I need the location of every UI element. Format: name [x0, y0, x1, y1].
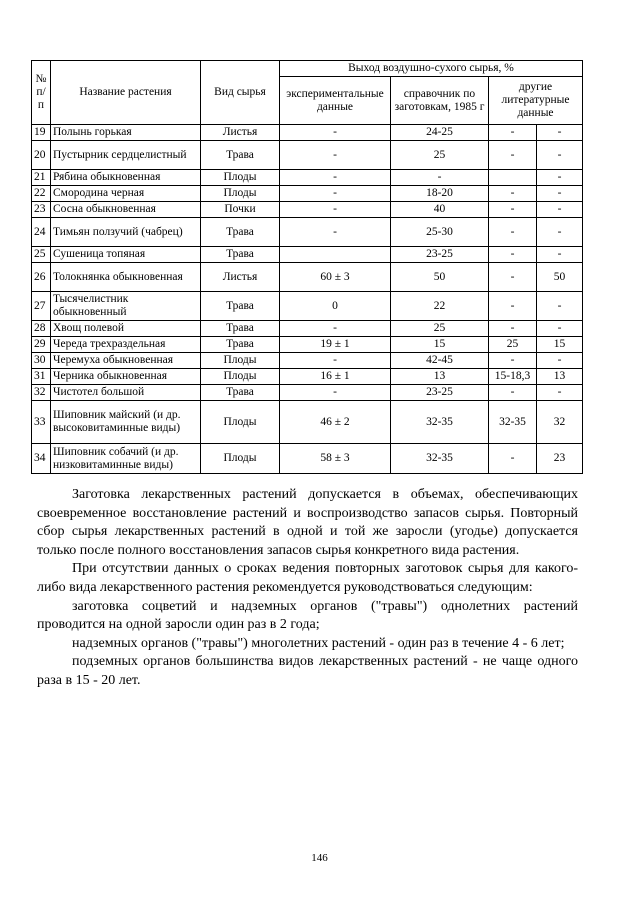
row-other-1: -	[489, 444, 537, 474]
table-row	[32, 353, 583, 369]
table-row	[32, 247, 583, 263]
table-row	[32, 369, 583, 385]
row-num: 27	[32, 292, 51, 321]
row-other-1: -	[489, 353, 537, 369]
row-type: Трава	[201, 337, 280, 353]
row-ref: 32-35	[391, 401, 489, 444]
row-other-2: 23	[537, 444, 583, 474]
row-other-1: -	[489, 125, 537, 141]
row-ref: 23-25	[391, 385, 489, 401]
row-name: Полынь горькая	[51, 125, 201, 141]
row-name: Толокнянка обыкновенная	[51, 263, 201, 292]
row-type: Плоды	[201, 369, 280, 385]
row-ref: 32-35	[391, 444, 489, 474]
row-num: 30	[32, 353, 51, 369]
row-num: 21	[32, 170, 51, 186]
row-other-2: 32	[537, 401, 583, 444]
row-other-2: 13	[537, 369, 583, 385]
row-ref: 50	[391, 263, 489, 292]
row-other-1: 32-35	[489, 401, 537, 444]
row-other-2: -	[537, 321, 583, 337]
row-num: 31	[32, 369, 51, 385]
header-exp: экспериментальные данные	[280, 77, 391, 125]
row-name: Сосна обыкновенная	[51, 202, 201, 218]
row-name: Хвощ полевой	[51, 321, 201, 337]
row-ref: 25	[391, 141, 489, 170]
row-other-2: -	[537, 186, 583, 202]
row-type: Трава	[201, 321, 280, 337]
list-item: надземных органов ("травы") многолетних растений - один раз в течение 4 - 6 лет;	[72, 635, 565, 651]
row-ref: 42-45	[391, 353, 489, 369]
row-exp: -	[280, 170, 391, 186]
table-row	[32, 125, 583, 141]
row-exp: -	[280, 186, 391, 202]
row-num: 34	[32, 444, 51, 474]
table-row	[32, 337, 583, 353]
row-type: Трава	[201, 247, 280, 263]
row-other-2: -	[537, 292, 583, 321]
table-row	[32, 385, 583, 401]
table-row	[32, 321, 583, 337]
row-name: Тимьян ползучий (чабрец)	[51, 218, 201, 247]
row-other-1: -	[489, 186, 537, 202]
row-exp: -	[280, 218, 391, 247]
row-exp: 60 ± 3	[280, 263, 391, 292]
row-type: Плоды	[201, 170, 280, 186]
row-name: Тысячелистник обыкновенный	[51, 292, 201, 321]
row-num: 29	[32, 337, 51, 353]
row-ref: 22	[391, 292, 489, 321]
row-ref: 18-20	[391, 186, 489, 202]
row-name: Рябина обыкновенная	[51, 170, 201, 186]
plants-table	[31, 60, 583, 474]
row-other-2: -	[537, 125, 583, 141]
list-item: подземных органов большинства видов лекарственных растений - не чаще одного раза в 15 - 20 лет.	[37, 654, 578, 688]
row-other-2: -	[537, 353, 583, 369]
row-num: 23	[32, 202, 51, 218]
row-name: Чистотел большой	[51, 385, 201, 401]
body-text	[37, 486, 578, 691]
table-row	[32, 444, 583, 474]
row-name: Пустырник сердцелистный	[51, 141, 201, 170]
row-exp: 58 ± 3	[280, 444, 391, 474]
table-row	[32, 202, 583, 218]
row-other-1: -	[489, 218, 537, 247]
row-other-2: -	[537, 141, 583, 170]
table-row	[32, 401, 583, 444]
row-other-1: -	[489, 321, 537, 337]
row-exp: -	[280, 353, 391, 369]
row-ref: 13	[391, 369, 489, 385]
row-num: 20	[32, 141, 51, 170]
header-num: № п/п	[32, 61, 51, 125]
row-exp: -	[280, 125, 391, 141]
row-exp	[280, 247, 391, 263]
row-type: Трава	[201, 141, 280, 170]
row-ref: 15	[391, 337, 489, 353]
row-exp: -	[280, 321, 391, 337]
row-type: Плоды	[201, 401, 280, 444]
row-type: Плоды	[201, 444, 280, 474]
row-other-2: 15	[537, 337, 583, 353]
row-exp: 0	[280, 292, 391, 321]
paragraph: Заготовка лекарственных растений допускается в объемах, обеспечивающих своевременное восстановление растений и воспроизводство запасов сырья. Повторный сбор сырья лекарственных растений в одной и той же заросли (угодье) допускается только после полного восстановления запасов сырья конкретного вида растения.	[37, 487, 578, 558]
row-other-1: 15-18,3	[489, 369, 537, 385]
table-row	[32, 218, 583, 247]
row-ref: 40	[391, 202, 489, 218]
row-ref: -	[391, 170, 489, 186]
header-yield: Выход воздушно-сухого сырья, %	[280, 61, 583, 77]
row-other-2: -	[537, 202, 583, 218]
header-name: Название растения	[51, 61, 201, 125]
row-other-2: -	[537, 385, 583, 401]
row-other-2: -	[537, 170, 583, 186]
header-ref: справочник по заготовкам, 1985 г	[391, 77, 489, 125]
row-other-2: 50	[537, 263, 583, 292]
page-number: 146	[311, 852, 328, 864]
row-num: 26	[32, 263, 51, 292]
row-type: Листья	[201, 125, 280, 141]
row-other-1: -	[489, 263, 537, 292]
row-name: Черника обыкновенная	[51, 369, 201, 385]
row-type: Трава	[201, 385, 280, 401]
row-num: 28	[32, 321, 51, 337]
table-row	[32, 170, 583, 186]
row-exp: 46 ± 2	[280, 401, 391, 444]
row-ref: 24-25	[391, 125, 489, 141]
row-other-1: 25	[489, 337, 537, 353]
row-ref: 23-25	[391, 247, 489, 263]
row-other-1	[489, 170, 537, 186]
paragraph: При отсутствии данных о сроках ведения повторных заготовок сырья для какого-либо вида лекарственного растения рекомендуется руководствоваться следующим:	[37, 561, 578, 595]
header-other: другие литературные данные	[489, 77, 583, 125]
row-type: Плоды	[201, 186, 280, 202]
row-num: 25	[32, 247, 51, 263]
row-type: Трава	[201, 218, 280, 247]
row-other-2: -	[537, 247, 583, 263]
row-name: Сушеница топяная	[51, 247, 201, 263]
row-name: Шиповник майский (и др. высоковитаминные виды)	[51, 401, 201, 444]
table-row	[32, 292, 583, 321]
row-exp: -	[280, 202, 391, 218]
row-other-1: -	[489, 202, 537, 218]
row-other-1: -	[489, 141, 537, 170]
row-num: 32	[32, 385, 51, 401]
row-exp: 16 ± 1	[280, 369, 391, 385]
row-type: Плоды	[201, 353, 280, 369]
row-type: Листья	[201, 263, 280, 292]
row-other-1: -	[489, 247, 537, 263]
list-item: заготовка соцветий и надземных органов ("травы") однолетних растений проводится на одной заросли один раз в 2 года;	[37, 598, 578, 633]
row-type: Трава	[201, 292, 280, 321]
header-type: Вид сырья	[201, 61, 280, 125]
row-ref: 25-30	[391, 218, 489, 247]
row-other-1: -	[489, 292, 537, 321]
row-name: Шиповник собачий (и др. низковитаминные виды)	[51, 444, 201, 474]
row-num: 33	[32, 401, 51, 444]
row-name: Черемуха обыкновенная	[51, 353, 201, 369]
row-exp: -	[280, 385, 391, 401]
row-name: Череда трехраздельная	[51, 337, 201, 353]
row-ref: 25	[391, 321, 489, 337]
row-other-1: -	[489, 385, 537, 401]
table-row	[32, 141, 583, 170]
row-num: 19	[32, 125, 51, 141]
row-name: Смородина черная	[51, 186, 201, 202]
table-row	[32, 186, 583, 202]
row-num: 24	[32, 218, 51, 247]
row-exp: -	[280, 141, 391, 170]
row-exp: 19 ± 1	[280, 337, 391, 353]
row-num: 22	[32, 186, 51, 202]
row-other-2: -	[537, 218, 583, 247]
table-row	[32, 263, 583, 292]
row-type: Почки	[201, 202, 280, 218]
